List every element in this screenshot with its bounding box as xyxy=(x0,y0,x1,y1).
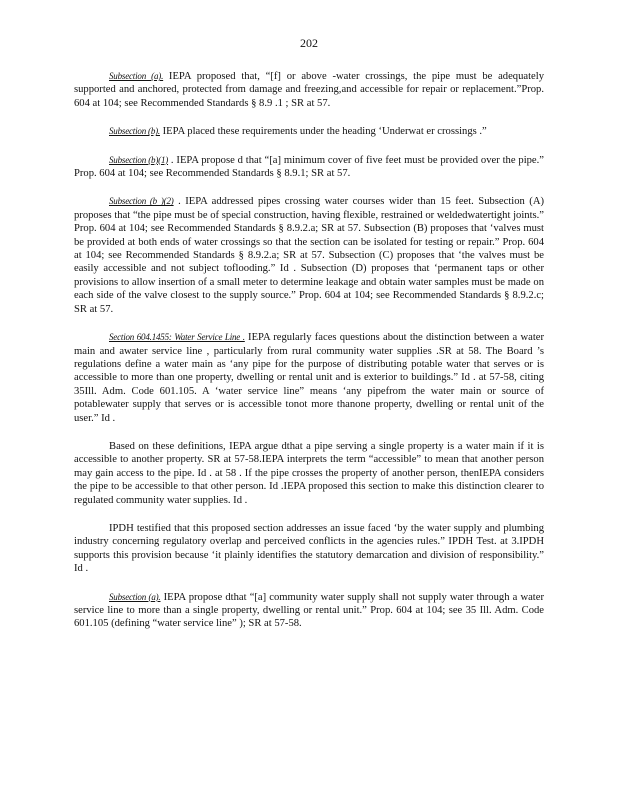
paragraph-text: . IEPA propose d that “[a] minimum cover of five feet must be provided over the pipe.” Prop. 604 at 104; see Recommended Standards § 8.9.1; SR at 57. xyxy=(74,154,544,180)
paragraph-label: Subsection (b). xyxy=(109,126,160,137)
paragraph-subsection-a xyxy=(74,70,544,110)
paragraph-text: IPDH testified that this proposed section addresses an issue faced ‘by the water supply and plumbing industry concerning regulatory overlap and perceived conflicts in the agencies rules.” IPDH Test. at 3.IPDH supports this provision because ‘it plainly identifies the statutory demarcation and division of responsibility.” Id . xyxy=(74,522,544,575)
paragraph-label: Subsection (a). xyxy=(109,591,161,602)
page-number: 202 xyxy=(300,36,318,50)
paragraph-definitions xyxy=(74,440,544,507)
paragraph-label: Subsection (b)(1) xyxy=(109,154,169,165)
paragraph-label: Subsection (a). xyxy=(109,71,164,81)
paragraph-subsection-b2 xyxy=(74,195,544,316)
page-body xyxy=(74,70,544,646)
paragraph-text: Based on these definitions, IEPA argue dthat a pipe serving a single property is a water main if it is accessible to another property. SR at 57-58.IEPA interprets the term “accessible” to mean that another person may gain access to the pipe. Id . at 58 . If the pipe crosses the property of another person, thenIEPA considers the pipe to be accessible to that other person. Id .IEPA proposed this section to make this distinction clearer to regulated community water supplies. Id . xyxy=(74,440,544,506)
paragraph-text: . IEPA addressed pipes crossing water courses wider than 15 feet. Subsection (A) proposes that “the pipe must be of special construction, having flexible, restrained or weldedwatertight joints.” Prop. 604 at 104; see Recommended Standards § 8.9.2.a; SR at 57. Subsection (B) proposes that ‘valves must be provided at both ends of water crossings so that the section can be isolated for testing or repair.” Prop. 604 at 104; see Recommended Standards § 8.9.2.a; SR at 57. Subsection (C) proposes that ‘the valves must be easily accessible and not subject toflooding.” Id . Subsection (D) proposes that ‘permanent taps or other provisions to allow insertion of a small meter to determine leakage and obtain water samples must be made on each side of the valve closest to the supply source.” Prop. 604 at 104; see Recommended Standards § 8.9.2.c; SR at 57. xyxy=(74,196,544,315)
paragraph-text: IEPA proposed that, “[f] or above -water crossings, the pipe must be adequately supported and anchored, protected from damage and freezing,and accessible for repair or replacement.”Prop. 604 at 104; see Recommended Standards § 8.9 .1 ; SR at 57. xyxy=(74,71,544,109)
paragraph-text: IEPA regularly faces questions about the distinction between a water main and awater service line , particularly from rural community water supplies .SR at 58. The Board ’s regulations define a water main as ‘any pipe for the purpose of distributing potable water that serves or is accessible to more than one property, dwelling or rental unit and is exterior to buildings.” Id . at 57-58, citing 35Ill. Adm. Code 601.105. A ‘water service line” means ‘any pipefrom the water main or source of potablewater supply that serves or is accessible tonot more thanone property, dwelling or rental unit of the user.” Id . xyxy=(74,332,544,424)
paragraph-text: IEPA placed these requirements under the heading ‘Underwat er crossings .” xyxy=(160,126,487,138)
paragraph-label: Section 604.1455: Water Service Line . xyxy=(109,332,245,343)
paragraph-section-604-1455 xyxy=(74,331,544,425)
paragraph-subsection-a-final xyxy=(74,591,544,631)
paragraph-subsection-b xyxy=(74,125,544,138)
paragraph-text: IEPA propose dthat “[a] community water supply shall not supply water through a water service line to more than a single property, dwelling or rental unit.” Prop. 604 at 104; see 35 Ill. Adm. Code 601.105 (defining “water service line” ); SR at 57-58. xyxy=(74,591,544,630)
paragraph-subsection-b1 xyxy=(74,154,544,181)
paragraph-ipdh-testimony xyxy=(74,522,544,576)
paragraph-label: Subsection (b )(2) xyxy=(109,196,174,207)
